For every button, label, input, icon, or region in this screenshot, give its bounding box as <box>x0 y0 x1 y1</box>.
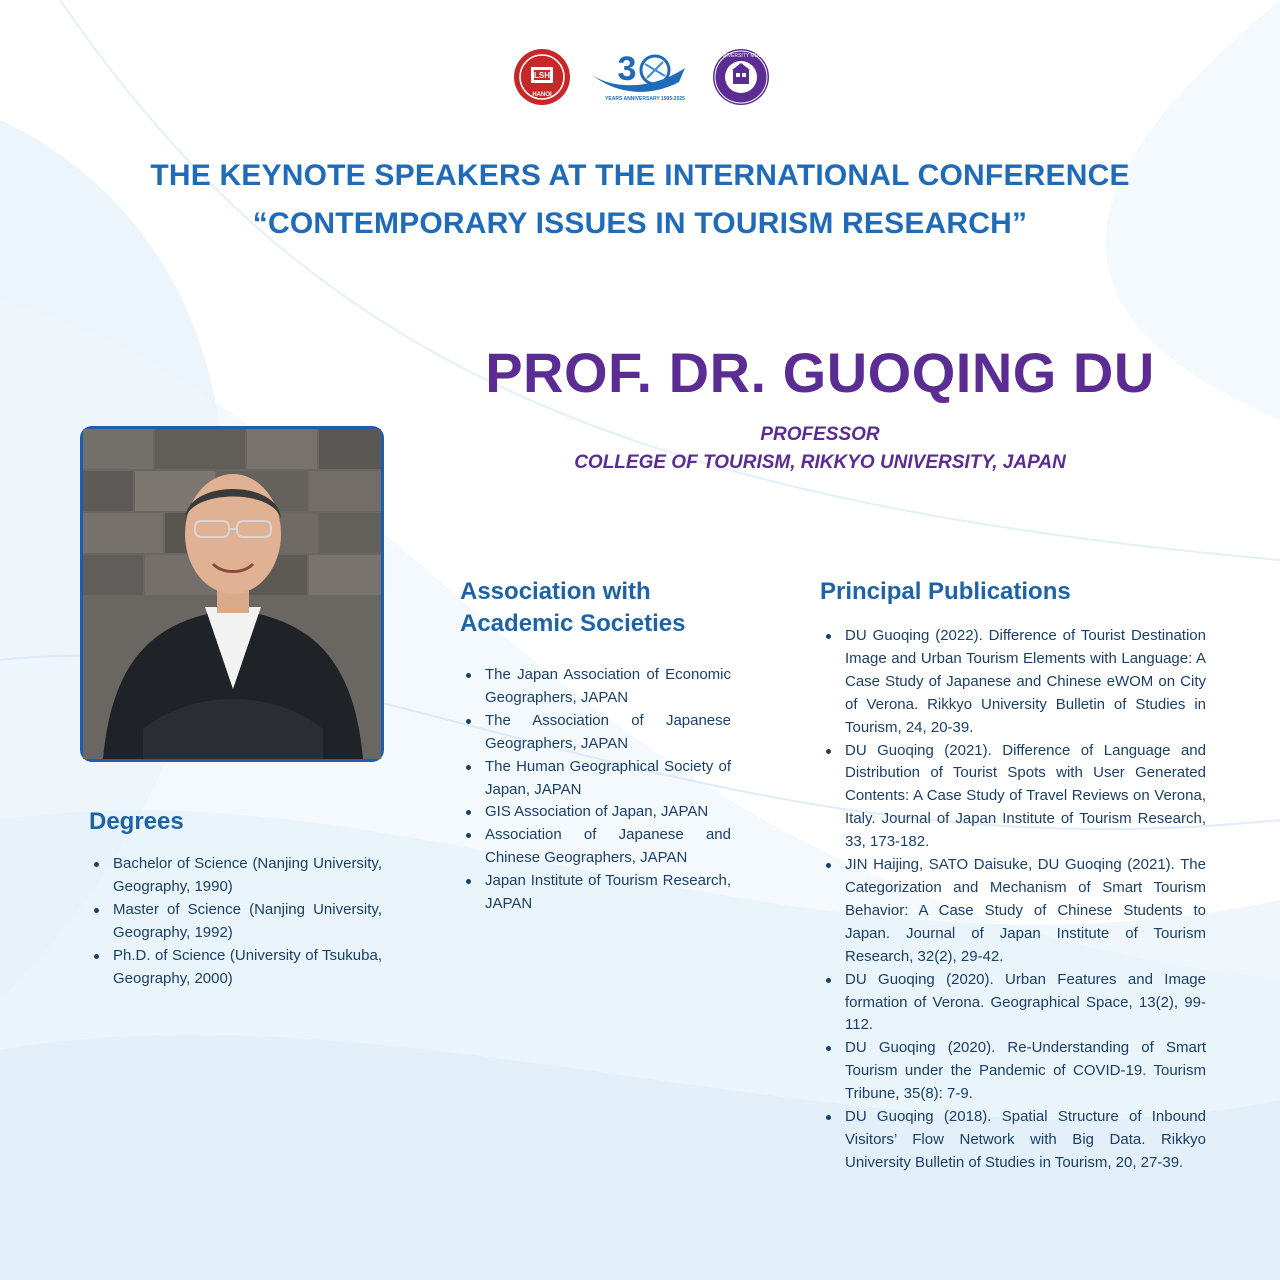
list-item: DU Guoqing (2018). Spatial Structure of Inbound Visitors’ Flow Network with Big Data. Rikkyo University Bulletin of Studies in Tourism, 20, 27-39. <box>821 1106 1206 1175</box>
svg-text:RIKKYO UNIVERSITY MDCCCLXXIV: RIKKYO UNIVERSITY MDCCCLXXIV <box>698 53 784 59</box>
publications-heading: Principal Publications <box>820 578 1071 605</box>
list-item: The Association of Japanese Geographers, JAPAN <box>461 710 731 756</box>
conference-title-line-2: “CONTEMPORARY ISSUES IN TOURISM RESEARCH” <box>252 207 1028 240</box>
list-item: Japan Institute of Tourism Research, JAPAN <box>461 870 731 916</box>
degrees-list <box>89 853 382 990</box>
associations-list <box>461 664 731 916</box>
degrees-heading: Degrees <box>89 808 184 835</box>
list-item: Master of Science (Nanjing University, Geography, 1992) <box>89 899 382 945</box>
hanoi-university-logo <box>513 48 571 106</box>
rikkyo-university-seal <box>698 48 784 106</box>
list-item: GIS Association of Japan, JAPAN <box>461 801 731 824</box>
partner-logos <box>0 48 1280 112</box>
associations-heading-text: Association with Academic Societies <box>460 578 686 637</box>
associations-heading <box>460 576 760 640</box>
svg-text:3: 3 <box>617 50 637 88</box>
conference-title-line-1: THE KEYNOTE SPEAKERS AT THE INTERNATIONAL CONFERENCE <box>150 159 1130 192</box>
list-item: DU Guoqing (2020). Urban Features and Image formation of Verona. Geographical Space, 13(2), 99-112. <box>821 969 1206 1038</box>
svg-text:HANOI: HANOI <box>532 92 552 98</box>
list-item: The Japan Association of Economic Geographers, JAPAN <box>461 664 731 710</box>
svg-text:YEARS ANNIVERSARY 1995-2025: YEARS ANNIVERSARY 1995-2025 <box>605 96 685 102</box>
speaker-affiliation: COLLEGE OF TOURISM, RIKKYO UNIVERSITY, JAPAN <box>574 452 1066 473</box>
list-item: Association of Japanese and Chinese Geographers, JAPAN <box>461 824 731 870</box>
list-item: DU Guoqing (2022). Difference of Tourist Destination Image and Urban Tourism Elements with Language: A Case Study of Japanese and Chinese eWOM on City of Verona. Rikkyo University Bulletin of Studies in Tourism, 24, 20-39. <box>821 625 1206 740</box>
publications-list <box>821 625 1206 1175</box>
list-item: DU Guoqing (2020). Re-Understanding of Smart Tourism under the Pandemic of COVID-19. Tourism Tribune, 35(8): 7-9. <box>821 1037 1206 1106</box>
30-years-anniversary-logo <box>589 48 687 112</box>
svg-text:LSH: LSH <box>534 71 550 80</box>
list-item: Ph.D. of Science (University of Tsukuba, Geography, 2000) <box>89 945 382 991</box>
list-item: JIN Haijing, SATO Daisuke, DU Guoqing (2021). The Categorization and Mechanism of Smart Tourism Behavior: A Case Study of Chinese Students to Japan. Journal of Japan Institute of Tourism Research, 32(2), 29-42. <box>821 854 1206 969</box>
list-item: Bachelor of Science (Nanjing University, Geography, 1990) <box>89 853 382 899</box>
list-item: DU Guoqing (2021). Difference of Language and Distribution of Tourist Spots with User Generated Contents: A Case Study of Travel Reviews on Verona, Italy. Journal of Japan Institute of Tourism Research, 33, 173-182. <box>821 740 1206 855</box>
speaker-photo <box>80 426 384 762</box>
speaker-name: PROF. DR. GUOQING DU <box>485 341 1155 404</box>
speaker-position: PROFESSOR <box>760 424 880 445</box>
list-item: The Human Geographical Society of Japan, JAPAN <box>461 756 731 802</box>
